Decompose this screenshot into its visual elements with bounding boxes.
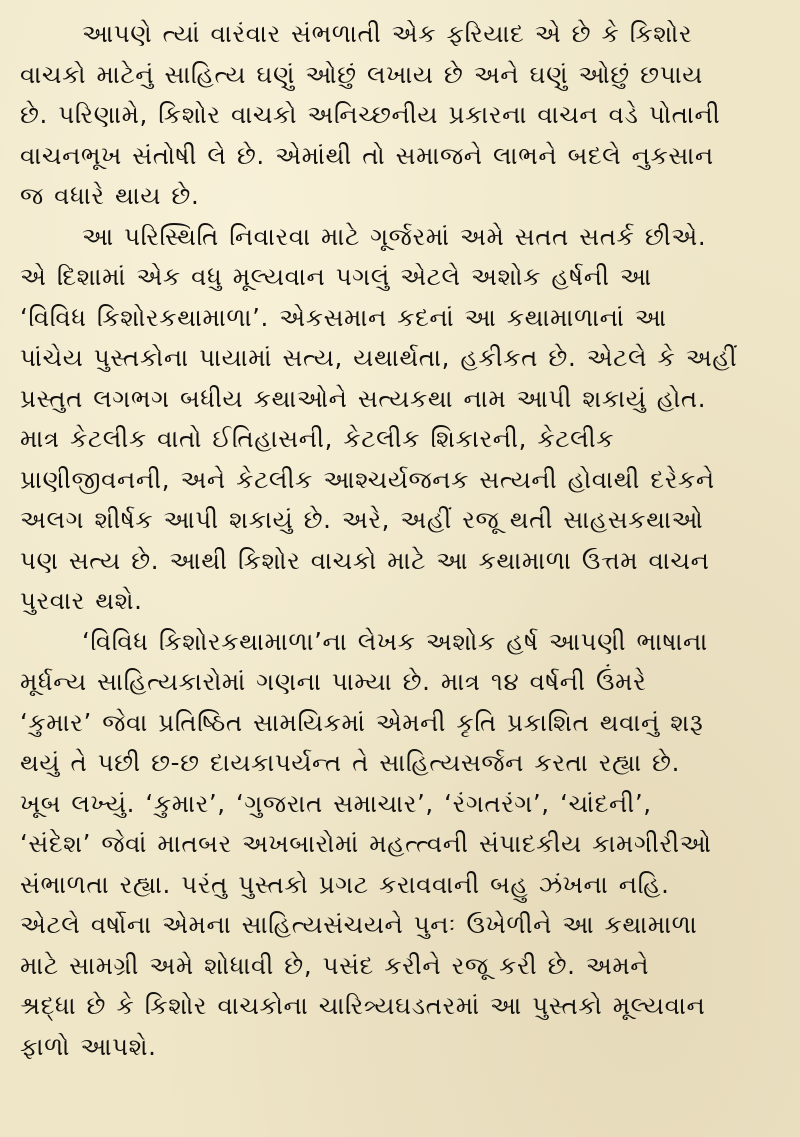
text-line: માત્ર કેટલીક વાતો ઈતિહાસની, કેટલીક શિકારની, કેટલીક	[20, 424, 615, 453]
text-line: ‘વિવિધ કિશોરકથામાળા’ના લેખક અશોક હર્ષ આપણી ભાષાના	[82, 626, 708, 656]
text-line: પુરવાર થશે.	[20, 586, 143, 615]
text-line: ‘સંદેશ’ જેવાં માતબર અખબારોમાં મહત્ત્વની સંપાદકીય કામગીરીઓ	[20, 829, 712, 858]
text-line: જ વધારે થાય છે.	[20, 181, 200, 210]
paragraph-1	[20, 14, 790, 217]
text-line: પાંચેય પુસ્તકોના પાયામાં સત્ય, યથાર્થતા, હકીકત છે. એટલે કે અહીં	[20, 343, 738, 372]
text-line: અલગ શીર્ષક આપી શકાયું છે. અરે, અહીં રજૂ થતી સાહસકથાઓ	[20, 505, 704, 534]
text-line: એટલે વર્ષોના એમના સાહિત્યસંચયને પુનઃ ઉખેળીને આ કથામાળા	[20, 910, 698, 939]
text-line: આપણે ત્યાં વારંવાર સંભળાતી એક ફરિયાદ એ છે કે કિશોર	[82, 19, 693, 48]
text-line: થયું તે પછી છ-છ દાયકાપર્યન્ત તે સાહિત્યસર્જન કરતા રહ્યા છે.	[20, 748, 680, 777]
text-line: શ્રદ્ધા છે કે કિશોર વાચકોના ચારિત્ર્યઘડતરમાં આ પુસ્તકો મૂલ્યવાન	[20, 991, 706, 1020]
text-line: ‘વિવિધ કિશોરકથામાળા’. એકસમાન કદનાં આ કથામાળાનાં આ	[20, 302, 667, 332]
text-line: એ દિશામાં એક વધુ મૂલ્યવાન પગલું એટલે અશોક હર્ષની આ	[20, 262, 652, 291]
text-line: પ્રાણીજીવનની, અને કેટલીક આશ્ચર્યજનક સત્યની હોવાથી દરેકને	[20, 464, 715, 494]
text-line: પ્રસ્તુત લગભગ બધીય કથાઓને સત્યકથા નામ આપી શકાયું હોત.	[20, 383, 707, 413]
text-line: ‘કુમાર’ જેવા પ્રતિષ્ઠિત સામયિકમાં એમની કૃતિ પ્રકાશિત થવાનું શરૂ	[20, 707, 704, 737]
paragraph-2	[20, 217, 790, 622]
text-line: પણ સત્ય છે. આથી કિશોર વાચકો માટે આ કથામાળા ઉત્તમ વાચન	[20, 545, 710, 575]
text-line: મૂર્ધન્ય સાહિત્યકારોમાં ગણના પામ્યા છે. માત્ર ૧૪ વર્ષની ઉંમરે	[20, 667, 647, 696]
text-line: ખૂબ લખ્યું. ‘કુમાર’, ‘ગુજરાત સમાચાર’, ‘રંગતરંગ’, ‘ચાંદની’,	[20, 788, 652, 818]
text-line: વાચનભૂખ સંતોષી લે છે. એમાંથી તો સમાજને લાભને બદલે નુકસાન	[20, 140, 714, 170]
text-line: છે. પરિણામે, કિશોર વાચકો અનિચ્છનીય પ્રકારના વાચન વડે પોતાની	[20, 100, 721, 129]
text-line: વાચકો માટેનું સાહિત્ય ઘણું ઓછું લખાય છે અને ઘણું ઓછું છપાય	[20, 59, 703, 89]
text-line: ફાળો આપશે.	[20, 1031, 157, 1061]
paragraph-3	[20, 622, 790, 1068]
text-line: માટે સામગ્રી અમે શોધાવી છે, પસંદ કરીને રજૂ કરી છે. અમને	[20, 950, 650, 980]
text-line: સંભાળતા રહ્યા. પરંતુ પુસ્તકો પ્રગટ કરાવવાની બહુ ઝંખના નહિ.	[20, 869, 670, 899]
text-line: આ પરિસ્થિતિ નિવારવા માટે ગૂર્જરમાં અમે સતત સતર્ક છીએ.	[82, 221, 707, 251]
